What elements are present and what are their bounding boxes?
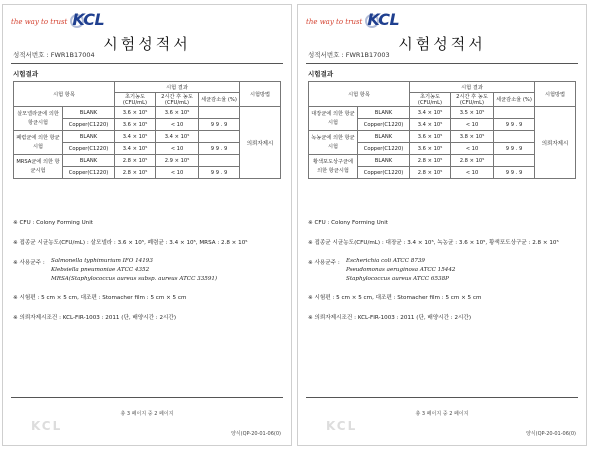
after-2h-concentration: < 10 xyxy=(156,167,199,179)
test-item-label: 녹농균에 의한 항균시험 xyxy=(309,131,358,155)
initial-concentration: 3.6 × 10⁵ xyxy=(410,143,451,155)
note-organisms-label: ※ 사용균주 : xyxy=(13,260,45,266)
initial-concentration: 2.8 × 10⁵ xyxy=(115,167,156,179)
organism-item: Staphylococcus aureus ATCC 6538P xyxy=(346,276,449,282)
table-row xyxy=(309,107,576,119)
note-conditions: ※ 의뢰자제시조건 : KCL-FIR-1003 : 2011 (단, 배양시간 : 2시간) xyxy=(308,315,472,321)
note-organisms-label: ※ 사용균주 : xyxy=(308,260,340,266)
footer-divider xyxy=(11,397,283,398)
table-header-row xyxy=(309,82,576,93)
header-reduction-rate: 세균감소율 (%) xyxy=(494,93,535,107)
note-cfu: ※ CFU : Colony Forming Unit xyxy=(13,220,93,226)
sample-name: BLANK xyxy=(358,107,410,119)
table-row xyxy=(14,107,281,119)
header-after-2h: 2시간 후 농도 (CFU/mL) xyxy=(156,93,199,107)
header-reduction-rate: 세균감소율 (%) xyxy=(199,93,240,107)
sample-name: BLANK xyxy=(358,155,410,167)
results-table xyxy=(13,81,281,179)
sample-name: Copper(C1220) xyxy=(358,167,410,179)
organism-item: MRSA(Staphylococcus aureus subsp. aureus ATCC 33591) xyxy=(51,276,218,282)
reduction-rate xyxy=(199,107,240,119)
notes-section xyxy=(308,217,578,324)
reduction-rate: 9 9 . 9 xyxy=(494,143,535,155)
sample-name: BLANK xyxy=(63,155,115,167)
after-2h-concentration: 3.4 × 10⁵ xyxy=(156,131,199,143)
initial-concentration: 3.4 × 10⁵ xyxy=(115,143,156,155)
header-test-result: 시험 결과 xyxy=(115,82,240,93)
form-code: 양식(QP-20-01-06(0) xyxy=(230,431,281,437)
certificate-number: 성적서번호 : FWR1B17003 xyxy=(308,51,390,59)
header-initial-concentration: 초기농도 (CFU/mL) xyxy=(410,93,451,107)
after-2h-concentration: < 10 xyxy=(156,119,199,131)
form-code: 양식(QP-20-01-06(0) xyxy=(525,431,576,437)
kcl-logo: KCL xyxy=(367,10,400,29)
initial-concentration: 3.4 × 10⁵ xyxy=(115,131,156,143)
page-count: 총 3 페이지 중 2 페이지 xyxy=(415,411,469,417)
sample-name: Copper(C1220) xyxy=(63,119,115,131)
footer-divider xyxy=(306,397,578,398)
results-table xyxy=(308,81,576,179)
test-method-value: 의뢰자제시 xyxy=(240,107,281,179)
header-test-result: 시험 결과 xyxy=(410,82,535,93)
reduction-rate xyxy=(494,107,535,119)
test-item-label: 대장균에 의한 항균시험 xyxy=(309,107,358,131)
note-conditions: ※ 의뢰자제시조건 : KCL-FIR-1003 : 2011 (단, 배양시간 : 2시간) xyxy=(13,315,177,321)
section-heading: 시험결과 xyxy=(308,70,334,78)
reduction-rate: 9 9 . 9 xyxy=(199,119,240,131)
test-item-label: MRSA균에 의한 항균시험 xyxy=(14,155,63,179)
after-2h-concentration: 3.6 × 10⁵ xyxy=(156,107,199,119)
header-divider xyxy=(306,63,578,64)
certificate-number: 성적서번호 : FWR1B17004 xyxy=(13,51,95,59)
initial-concentration: 3.4 × 10⁵ xyxy=(410,119,451,131)
report-page-left xyxy=(2,4,292,446)
after-2h-concentration: 3.5 × 10⁵ xyxy=(451,107,494,119)
after-2h-concentration: < 10 xyxy=(451,167,494,179)
initial-concentration: 2.8 × 10⁵ xyxy=(410,155,451,167)
reduction-rate xyxy=(199,131,240,143)
organism-item: Pseudomonas aeruginosa ATCC 15442 xyxy=(346,267,456,273)
initial-concentration: 2.8 × 10⁵ xyxy=(410,167,451,179)
sample-name: Copper(C1220) xyxy=(63,143,115,155)
sample-name: BLANK xyxy=(63,107,115,119)
kcl-watermark: KCL xyxy=(31,419,63,433)
header-test-item: 시험 항목 xyxy=(14,82,115,107)
after-2h-concentration: < 10 xyxy=(451,143,494,155)
organism-item: Salmonella typhimurium IFO 14193 xyxy=(51,258,153,264)
after-2h-concentration: < 10 xyxy=(156,143,199,155)
header-after-2h: 2시간 후 농도 (CFU/mL) xyxy=(451,93,494,107)
after-2h-concentration: 2.9 × 10⁵ xyxy=(156,155,199,167)
header-test-method: 시험방법 xyxy=(240,82,281,107)
table-header-row xyxy=(14,82,281,93)
sample-name: BLANK xyxy=(63,131,115,143)
initial-concentration: 3.6 × 10⁵ xyxy=(115,107,156,119)
after-2h-concentration: 2.8 × 10⁵ xyxy=(451,155,494,167)
initial-concentration: 3.4 × 10⁵ xyxy=(410,107,451,119)
document-title: 시험성적서 xyxy=(398,35,486,53)
note-cfu: ※ CFU : Colony Forming Unit xyxy=(308,220,388,226)
sample-name: Copper(C1220) xyxy=(63,167,115,179)
note-concentration: ※ 접종균 시균농도(CFU/mL) : 살모넬라 : 3.6 × 10⁵, 폐렴균 : 3.4 × 10⁵, MRSA : 2.8 × 10⁵ xyxy=(13,240,248,246)
reduction-rate: 9 9 . 9 xyxy=(494,119,535,131)
header-test-item: 시험 항목 xyxy=(309,82,410,107)
section-heading: 시험결과 xyxy=(13,70,39,78)
note-concentration: ※ 접종균 시균농도(CFU/mL) : 대장균 : 3.4 × 10⁵, 녹농균 : 3.6 × 10⁵, 황색포도상구균 : 2.8 × 10⁵ xyxy=(308,240,559,246)
kcl-watermark: KCL xyxy=(326,419,358,433)
note-specimen: ※ 시험편 : 5 cm × 5 cm, 대조편 : Stomacher film : 5 cm × 5 cm xyxy=(308,295,482,301)
sample-name: Copper(C1220) xyxy=(358,143,410,155)
report-page-right xyxy=(297,4,587,446)
kcl-logo: KCL xyxy=(72,10,105,29)
reduction-rate xyxy=(199,155,240,167)
initial-concentration: 3.6 × 10⁵ xyxy=(115,119,156,131)
organism-item: Escherichia coli ATCC 8739 xyxy=(346,258,425,264)
organism-item: Klebsiella pneumoniae ATCC 4352 xyxy=(51,267,150,273)
header-initial-concentration: 초기농도 (CFU/mL) xyxy=(115,93,156,107)
initial-concentration: 2.8 × 10⁵ xyxy=(115,155,156,167)
header-divider xyxy=(11,63,283,64)
note-specimen: ※ 시험편 : 5 cm × 5 cm, 대조편 : Stomacher film : 5 cm × 5 cm xyxy=(13,295,187,301)
notes-section xyxy=(13,217,283,324)
document-title: 시험성적서 xyxy=(103,35,191,53)
header-test-method: 시험방법 xyxy=(535,82,576,107)
test-item-label: 살모넬라균에 의한 항균시험 xyxy=(14,107,63,131)
after-2h-concentration: 3.8 × 10⁵ xyxy=(451,131,494,143)
reduction-rate xyxy=(494,155,535,167)
brand-logo xyxy=(11,9,104,29)
sample-name: Copper(C1220) xyxy=(358,119,410,131)
after-2h-concentration: < 10 xyxy=(451,119,494,131)
page-count: 총 3 페이지 중 2 페이지 xyxy=(120,411,174,417)
brand-tagline: the way to trust xyxy=(11,18,68,26)
reduction-rate: 9 9 . 9 xyxy=(199,143,240,155)
test-item-label: 폐렴균에 의한 항균시험 xyxy=(14,131,63,155)
sample-name: BLANK xyxy=(358,131,410,143)
initial-concentration: 3.6 × 10⁵ xyxy=(410,131,451,143)
reduction-rate xyxy=(494,131,535,143)
reduction-rate: 9 9 . 9 xyxy=(199,167,240,179)
brand-tagline: the way to trust xyxy=(306,18,363,26)
test-item-label: 황색포도상구균에 의한 항균시험 xyxy=(309,155,358,179)
reduction-rate: 9 9 . 9 xyxy=(494,167,535,179)
brand-logo xyxy=(306,9,399,29)
test-method-value: 의뢰자제시 xyxy=(535,107,576,179)
